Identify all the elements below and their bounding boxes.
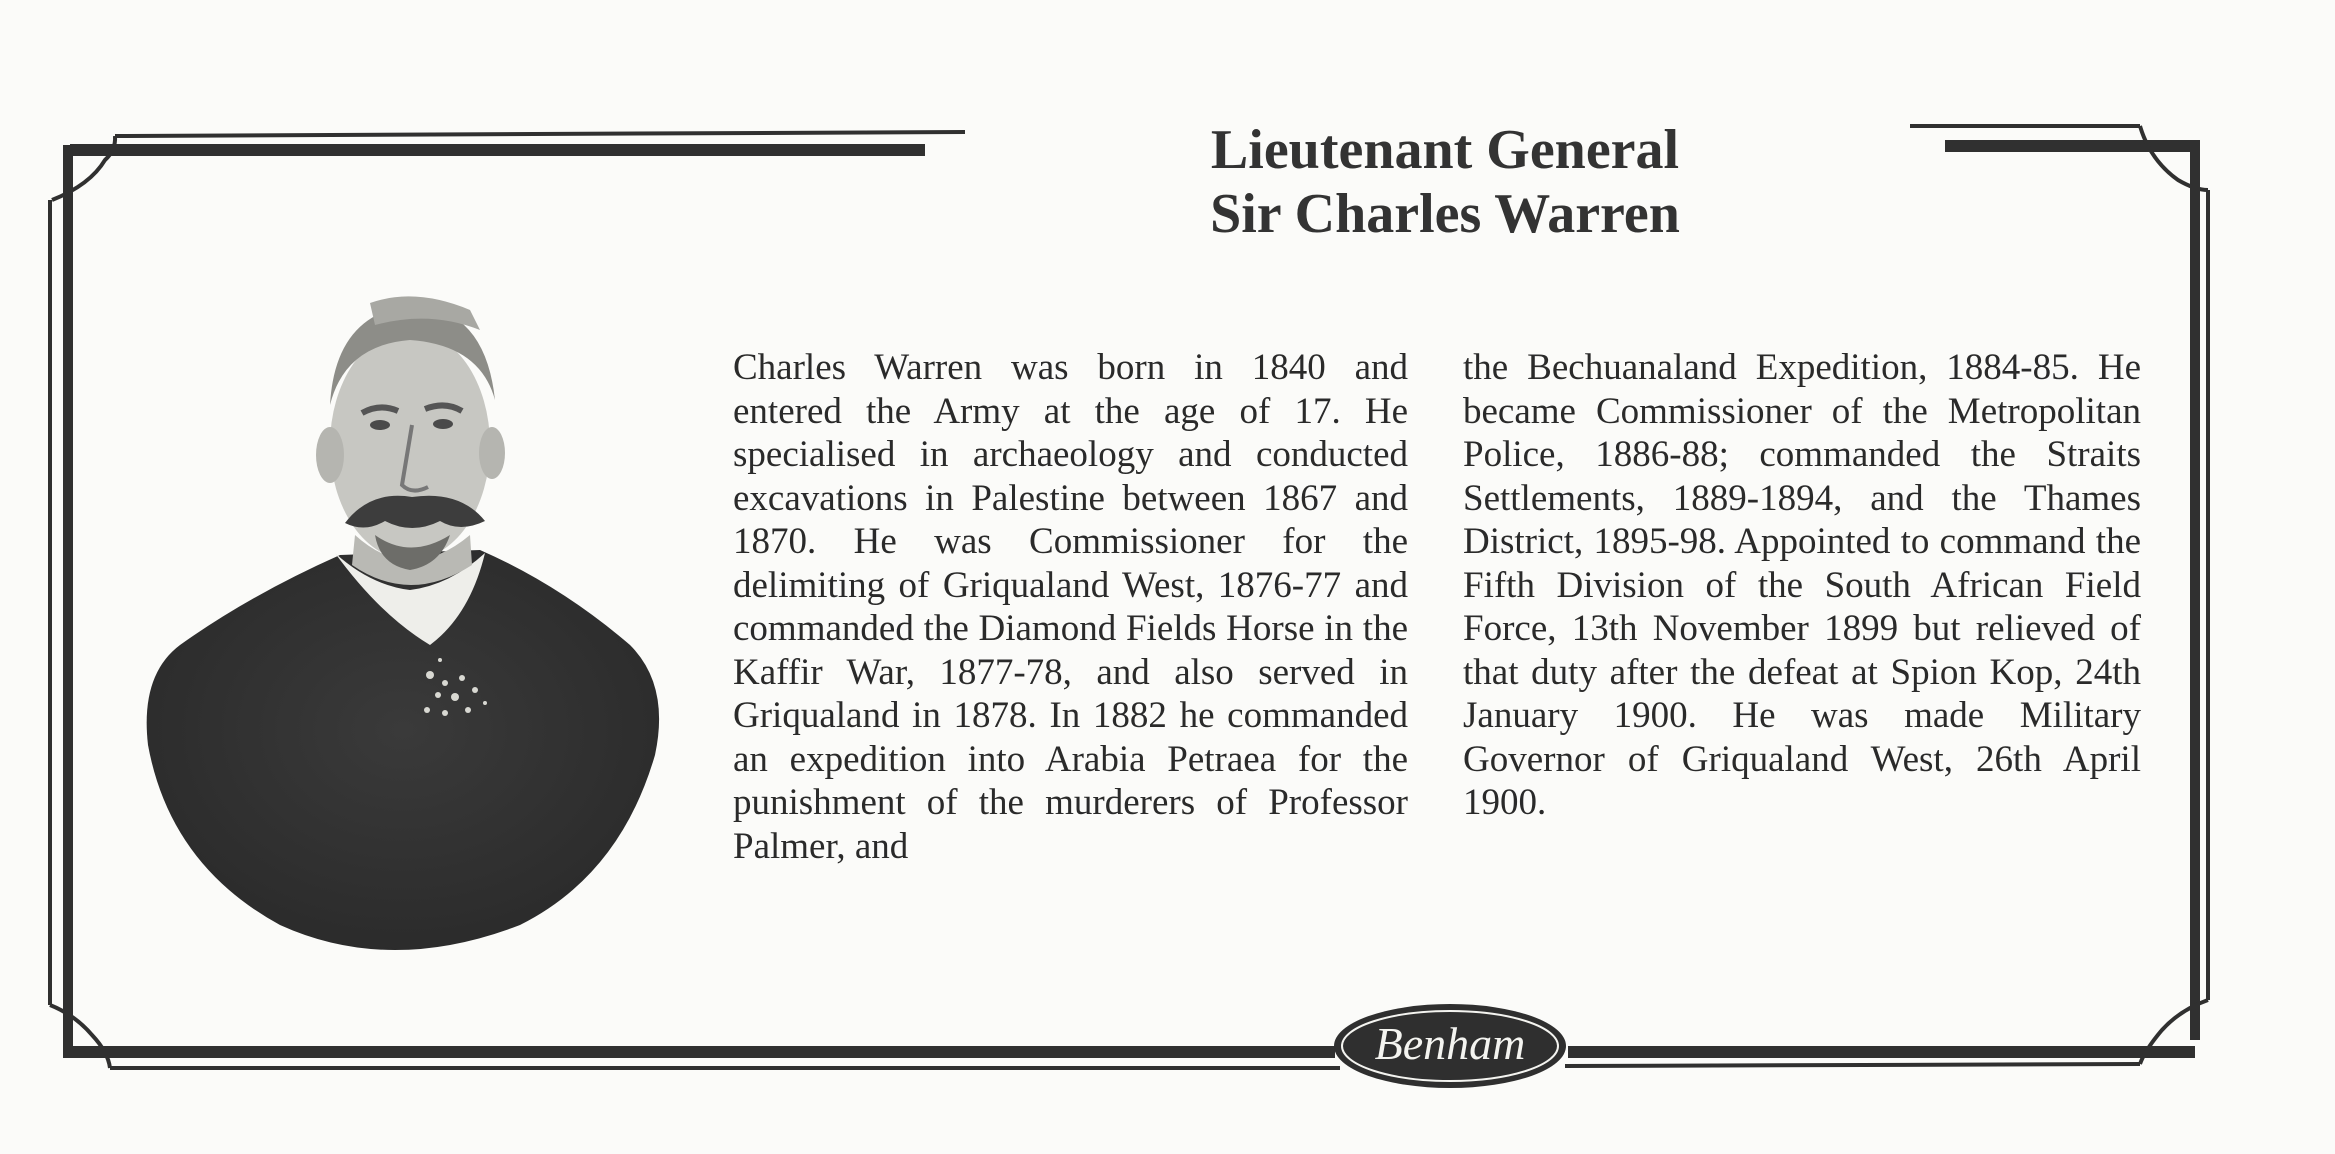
column-right-text: the Bechuanaland Expedition, 1884-85. He became Commissioner of the Metropolitan Police, 1886-88; commanded the Straits Settlements, 1889-1894, and the Thames District, 1895-98. Appointed to command the Fifth Division of the South African Field Force, 13th November 1899 but relieved of that duty after the defeat at Spion Kop, 24th January 1900. He was made Military Governor of Griqualand West, 26th April 1900. [1463,347,2141,823]
column-left-text: Charles Warren was born in 1840 and entered the Army at the age of 17. He specialised in archaeology and conducted excavations in Palestine between 1867 and 1870. He was Commissioner for the delimiting of Griqualand West, 1876-77 and commanded the Diamond Fields Horse in the Kaffir War, 1877-78, and also served in Griqualand in 1878. In 1882 he commanded an expedition into Arabia Petraea for the punishment of the murderers of Professor Palmer, and [733,347,1408,867]
page-title [1000,118,1890,246]
text-column-left [733,346,1408,868]
text-column-right [1463,346,2141,825]
title-line-1: Lieutenant General [1210,119,1680,181]
portrait-photo [140,285,670,965]
title-line-2: Sir Charles Warren [1210,183,1680,245]
benham-logo-text: Benham [1374,1018,1526,1069]
